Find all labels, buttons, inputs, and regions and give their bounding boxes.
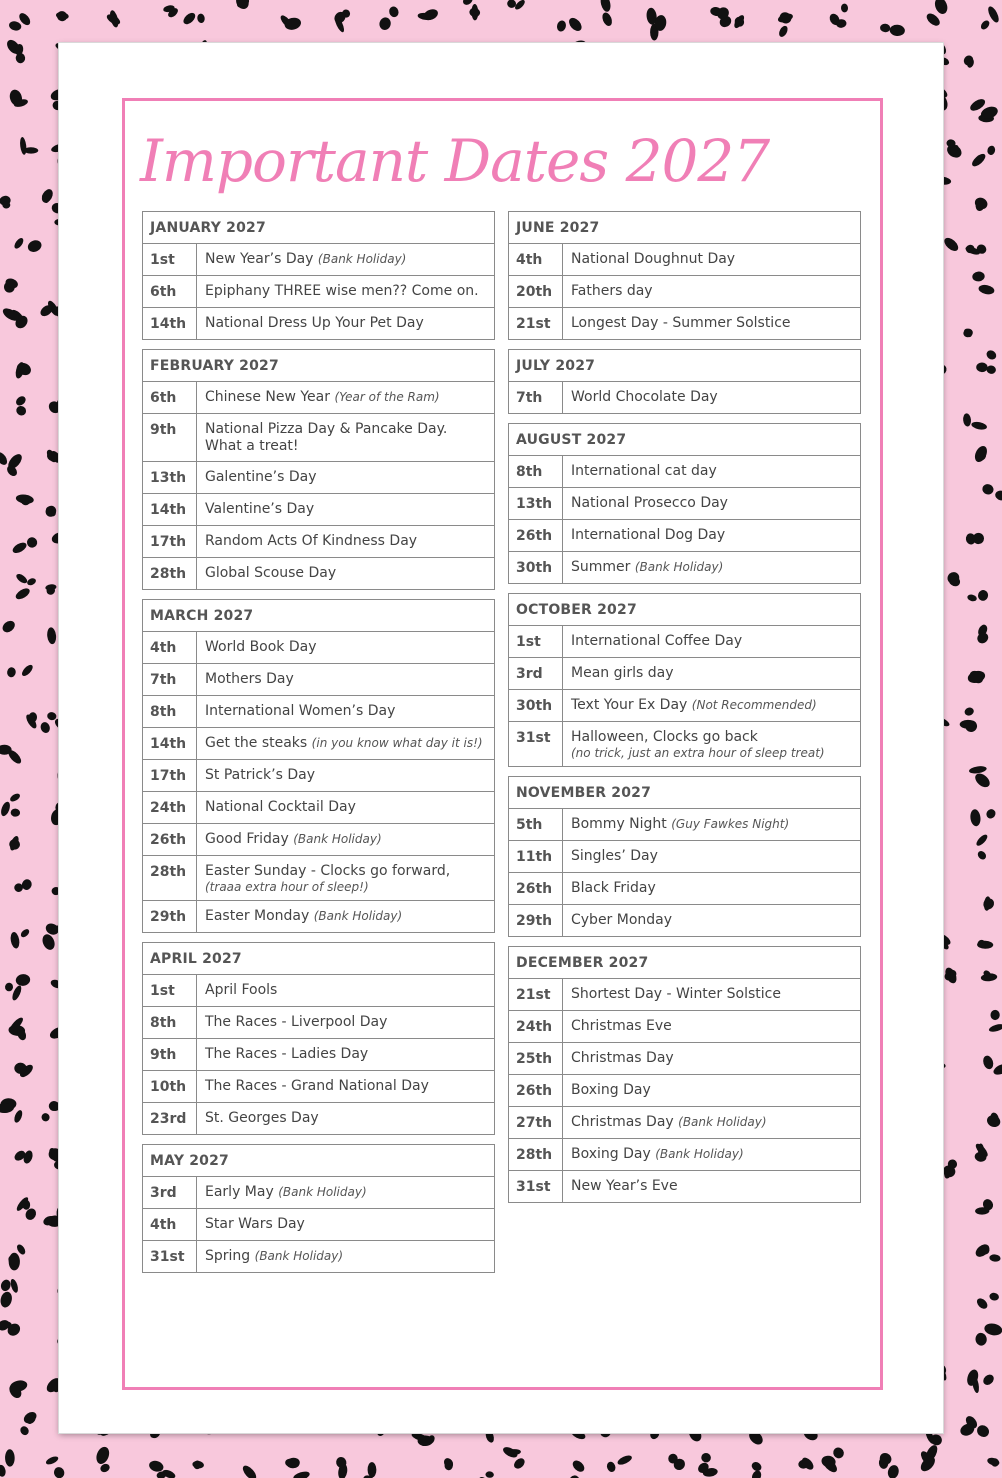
event-row <box>143 900 494 932</box>
event-title: World Chocolate Day <box>571 389 718 405</box>
event-date: 31st <box>143 1241 197 1272</box>
event-date: 23rd <box>143 1103 197 1134</box>
event-date: 21st <box>509 979 563 1010</box>
event-row <box>509 1170 860 1202</box>
event-title: International Women’s Day <box>205 703 396 719</box>
event-date: 10th <box>143 1071 197 1102</box>
event-row <box>509 1106 860 1138</box>
event-title: Bommy Night <box>571 816 667 832</box>
event-title: Cyber Monday <box>571 912 673 928</box>
event-note: (Bank Holiday) <box>313 909 403 923</box>
event-name <box>563 488 860 519</box>
right-column <box>508 211 861 1212</box>
event-date: 5th <box>509 809 563 840</box>
event-date: 24th <box>143 792 197 823</box>
event-date: 29th <box>143 901 197 932</box>
event-name <box>197 382 494 413</box>
event-title: International Coffee Day <box>571 633 743 649</box>
event-row <box>509 1074 860 1106</box>
event-subnote: (traaa extra hour of sleep!) <box>205 880 369 894</box>
event-name <box>563 1075 860 1106</box>
event-name <box>563 382 860 413</box>
event-date: 20th <box>509 276 563 307</box>
event-name <box>197 1103 494 1134</box>
event-name <box>563 1139 860 1170</box>
event-date: 26th <box>509 520 563 551</box>
month-table <box>508 776 861 937</box>
event-date: 8th <box>143 696 197 727</box>
event-date: 27th <box>509 1107 563 1138</box>
event-title: National Pizza Day & Pancake Day. <box>205 421 448 437</box>
event-name <box>197 276 494 307</box>
month-heading: MAY 2027 <box>143 1145 494 1177</box>
event-date: 4th <box>509 244 563 275</box>
event-row <box>143 1177 494 1208</box>
event-name <box>563 626 860 657</box>
event-date: 1st <box>143 244 197 275</box>
event-row <box>509 551 860 583</box>
event-name <box>563 244 860 275</box>
month-table <box>142 1144 495 1273</box>
event-title: National Cocktail Day <box>205 799 356 815</box>
event-name <box>197 414 494 461</box>
month-heading: MARCH 2027 <box>143 600 494 632</box>
month-heading: NOVEMBER 2027 <box>509 777 860 809</box>
event-row <box>509 721 860 766</box>
event-row <box>143 413 494 461</box>
event-title: Boxing Day <box>571 1146 651 1162</box>
event-row <box>509 840 860 872</box>
event-date: 11th <box>509 841 563 872</box>
event-title: Valentine’s Day <box>205 501 315 517</box>
event-title: International cat day <box>571 463 717 479</box>
event-row <box>509 456 860 487</box>
event-title: St Patrick’s Day <box>205 767 315 783</box>
event-name <box>563 1107 860 1138</box>
event-name <box>563 873 860 904</box>
event-note: (Bank Holiday) <box>317 252 407 266</box>
event-row <box>143 1240 494 1272</box>
event-row <box>509 657 860 689</box>
event-name <box>197 792 494 823</box>
event-title: National Dress Up Your Pet Day <box>205 315 424 331</box>
month-heading: JULY 2027 <box>509 350 860 382</box>
event-title: Singles’ Day <box>571 848 658 864</box>
event-row <box>143 493 494 525</box>
event-date: 26th <box>509 1075 563 1106</box>
event-name <box>197 244 494 275</box>
event-title: Star Wars Day <box>205 1216 305 1232</box>
event-date: 7th <box>143 664 197 695</box>
event-row <box>509 519 860 551</box>
event-row <box>509 809 860 840</box>
event-name <box>563 276 860 307</box>
event-title: Fathers day <box>571 283 653 299</box>
event-title: St. Georges Day <box>205 1110 319 1126</box>
month-table <box>142 349 495 590</box>
event-row <box>143 855 494 900</box>
event-title: Early May <box>205 1184 274 1200</box>
event-date: 30th <box>509 690 563 721</box>
event-date: 3rd <box>143 1177 197 1208</box>
event-title: Easter Sunday - Clocks go forward, <box>205 863 451 879</box>
event-title: April Fools <box>205 982 278 998</box>
event-title: International Dog Day <box>571 527 726 543</box>
event-title: Black Friday <box>571 880 656 896</box>
event-date: 29th <box>509 905 563 936</box>
month-table <box>142 942 495 1135</box>
event-date: 9th <box>143 1039 197 1070</box>
event-name <box>197 696 494 727</box>
event-title: Longest Day - Summer Solstice <box>571 315 791 331</box>
event-name <box>563 658 860 689</box>
event-date: 14th <box>143 494 197 525</box>
event-row <box>509 626 860 657</box>
event-date: 14th <box>143 308 197 339</box>
event-note: (Year of the Ram) <box>334 390 440 404</box>
month-heading: FEBRUARY 2027 <box>143 350 494 382</box>
event-date: 28th <box>143 558 197 589</box>
event-row <box>143 791 494 823</box>
event-name <box>563 841 860 872</box>
event-date: 13th <box>509 488 563 519</box>
event-name <box>563 722 860 766</box>
month-table <box>508 349 861 414</box>
event-row <box>143 663 494 695</box>
event-date: 17th <box>143 760 197 791</box>
event-name <box>197 856 494 900</box>
event-title: Epiphany THREE wise men?? Come on. <box>205 283 479 299</box>
event-row <box>509 307 860 339</box>
month-heading: APRIL 2027 <box>143 943 494 975</box>
event-date: 1st <box>143 975 197 1006</box>
event-row <box>509 275 860 307</box>
event-title-line2: What a treat! <box>205 438 299 454</box>
event-row <box>143 1006 494 1038</box>
page-title: Important Dates 2027 <box>140 127 770 195</box>
event-title: Halloween, Clocks go back <box>571 729 758 745</box>
event-name <box>563 308 860 339</box>
event-date: 26th <box>143 824 197 855</box>
event-note: (Bank Holiday) <box>634 560 724 574</box>
event-title: Boxing Day <box>571 1082 651 1098</box>
event-row <box>143 1038 494 1070</box>
event-row <box>143 727 494 759</box>
event-date: 30th <box>509 552 563 583</box>
event-date: 28th <box>143 856 197 900</box>
month-table <box>142 211 495 340</box>
month-heading: DECEMBER 2027 <box>509 947 860 979</box>
event-row <box>509 904 860 936</box>
event-note: (in you know what day it is!) <box>311 736 483 750</box>
event-subnote: (no trick, just an extra hour of sleep treat) <box>571 746 825 760</box>
event-name <box>563 979 860 1010</box>
event-name <box>563 905 860 936</box>
event-date: 1st <box>509 626 563 657</box>
event-title: Summer <box>571 559 631 575</box>
month-table <box>508 946 861 1203</box>
event-row <box>509 487 860 519</box>
event-name <box>197 728 494 759</box>
event-date: 28th <box>509 1139 563 1170</box>
month-table <box>508 593 861 767</box>
month-heading: JANUARY 2027 <box>143 212 494 244</box>
event-date: 14th <box>143 728 197 759</box>
event-title: The Races - Grand National Day <box>205 1078 429 1094</box>
event-date: 4th <box>143 1209 197 1240</box>
event-name <box>197 1241 494 1272</box>
event-row <box>143 632 494 663</box>
event-name <box>197 1039 494 1070</box>
event-date: 4th <box>143 632 197 663</box>
event-title: The Races - Ladies Day <box>205 1046 369 1062</box>
event-row <box>509 1042 860 1074</box>
event-title: New Year’s Day <box>205 251 314 267</box>
month-heading: AUGUST 2027 <box>509 424 860 456</box>
event-name <box>563 1043 860 1074</box>
event-title: The Races - Liverpool Day <box>205 1014 388 1030</box>
event-name <box>197 494 494 525</box>
event-title: World Book Day <box>205 639 317 655</box>
event-note: (Bank Holiday) <box>293 832 382 846</box>
event-row <box>143 244 494 275</box>
event-name <box>197 975 494 1006</box>
event-name <box>197 901 494 932</box>
event-date: 8th <box>143 1007 197 1038</box>
event-row <box>143 275 494 307</box>
month-table <box>508 211 861 340</box>
month-table <box>142 599 495 933</box>
event-title: Text Your Ex Day <box>571 697 688 713</box>
event-title: Christmas Day <box>571 1114 674 1130</box>
event-date: 7th <box>509 382 563 413</box>
event-date: 17th <box>143 526 197 557</box>
event-name <box>197 1177 494 1208</box>
event-row <box>143 307 494 339</box>
event-date: 3rd <box>509 658 563 689</box>
event-title: Mothers Day <box>205 671 294 687</box>
event-title: National Doughnut Day <box>571 251 736 267</box>
event-note: (Bank Holiday) <box>678 1115 767 1129</box>
event-date: 24th <box>509 1011 563 1042</box>
left-column <box>142 211 495 1282</box>
event-note: (Bank Holiday) <box>655 1147 744 1161</box>
event-title: Easter Monday <box>205 908 310 924</box>
month-heading: JUNE 2027 <box>509 212 860 244</box>
event-row <box>143 695 494 727</box>
event-name <box>563 520 860 551</box>
event-row <box>143 759 494 791</box>
event-name <box>563 1171 860 1202</box>
event-title: Get the steaks <box>205 735 308 751</box>
event-row <box>143 1102 494 1134</box>
event-note: (Guy Fawkes Night) <box>671 817 790 831</box>
event-title: Spring <box>205 1248 251 1264</box>
event-title: Shortest Day - Winter Solstice <box>571 986 781 1002</box>
event-row <box>509 689 860 721</box>
event-row <box>143 525 494 557</box>
event-date: 13th <box>143 462 197 493</box>
event-note: (Not Recommended) <box>691 698 817 712</box>
event-name <box>197 632 494 663</box>
event-row <box>143 975 494 1006</box>
event-title: New Year’s Eve <box>571 1178 678 1194</box>
event-row <box>143 823 494 855</box>
month-table <box>508 423 861 584</box>
event-row <box>509 1010 860 1042</box>
event-date: 6th <box>143 276 197 307</box>
event-title: Galentine’s Day <box>205 469 317 485</box>
event-note: (Bank Holiday) <box>278 1185 367 1199</box>
event-row <box>143 461 494 493</box>
event-note: (Bank Holiday) <box>254 1249 344 1263</box>
event-name <box>197 1071 494 1102</box>
event-title: Chinese New Year <box>205 389 331 405</box>
event-name <box>197 558 494 589</box>
event-name <box>197 824 494 855</box>
event-title: Mean girls day <box>571 665 674 681</box>
event-name <box>563 552 860 583</box>
event-name <box>197 462 494 493</box>
event-name <box>563 690 860 721</box>
event-row <box>143 1070 494 1102</box>
event-row <box>143 557 494 589</box>
event-name <box>197 664 494 695</box>
event-date: 21st <box>509 308 563 339</box>
event-title: Global Scouse Day <box>205 565 337 581</box>
event-date: 31st <box>509 722 563 766</box>
event-name <box>563 1011 860 1042</box>
event-name <box>197 308 494 339</box>
month-heading: OCTOBER 2027 <box>509 594 860 626</box>
event-row <box>143 382 494 413</box>
event-row <box>509 979 860 1010</box>
event-row <box>509 1138 860 1170</box>
event-name <box>563 456 860 487</box>
event-date: 9th <box>143 414 197 461</box>
event-title: Good Friday <box>205 831 289 847</box>
event-name <box>197 760 494 791</box>
event-name <box>197 526 494 557</box>
event-title: Random Acts Of Kindness Day <box>205 533 418 549</box>
event-row <box>509 244 860 275</box>
event-name <box>197 1209 494 1240</box>
event-name <box>197 1007 494 1038</box>
event-date: 25th <box>509 1043 563 1074</box>
event-date: 6th <box>143 382 197 413</box>
event-title: Christmas Day <box>571 1050 674 1066</box>
event-name <box>563 809 860 840</box>
event-title: Christmas Eve <box>571 1018 672 1034</box>
event-date: 26th <box>509 873 563 904</box>
event-row <box>509 872 860 904</box>
event-date: 8th <box>509 456 563 487</box>
event-date: 31st <box>509 1171 563 1202</box>
event-title: National Prosecco Day <box>571 495 728 511</box>
event-row <box>509 382 860 413</box>
event-row <box>143 1208 494 1240</box>
